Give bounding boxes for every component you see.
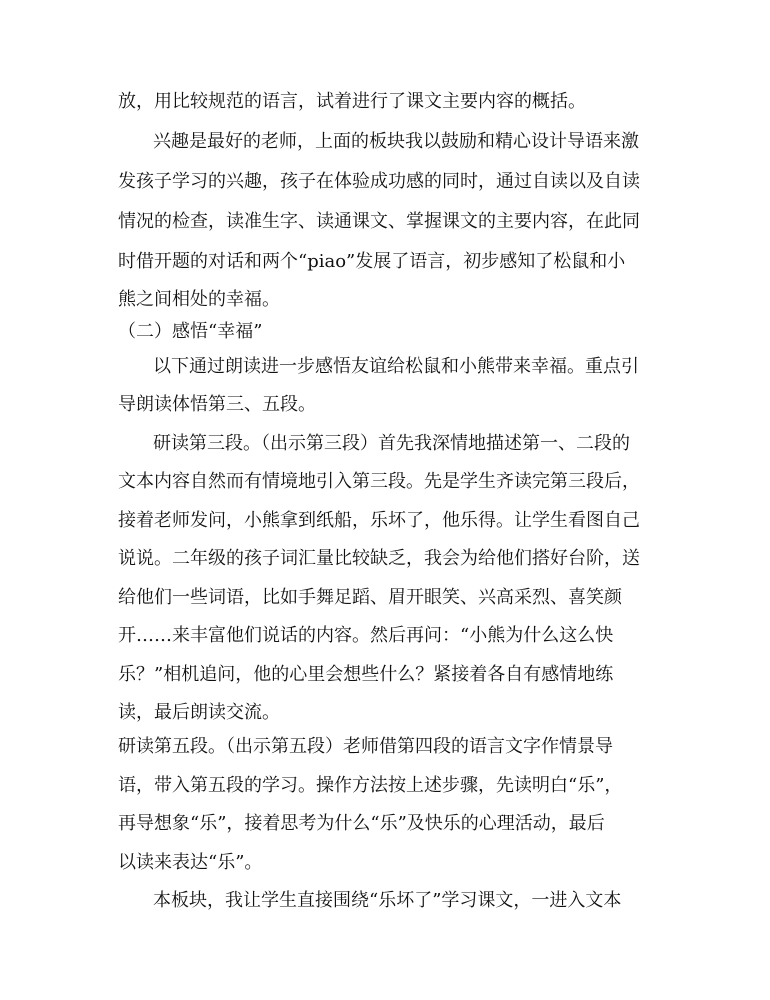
text-line: 发孩子学习的兴趣，孩子在体验成功感的同时，通过自读以及自读: [118, 171, 640, 192]
text-line: 文本内容自然而有情境地引入第三段。先是学生齐读完第三段后，: [118, 471, 640, 492]
text-line: 再导想象“乐”，接着思考为什么“乐”及快乐的心理活动，最后: [118, 813, 605, 834]
paragraph-first-line: 研读第五段。（出示第五段）老师借第四段的语言文字作情景导: [118, 736, 613, 757]
text-line: 开……来丰富他们说话的内容。然后再问：“小熊为什么这么快: [118, 625, 614, 646]
text-line: 给他们一些词语，比如手舞足蹈、眉开眼笑、兴高采烈、喜笑颜: [118, 587, 622, 608]
paragraph-first-line: 本板块，我让学生直接围绕“乐坏了”学习课文，一进入文本: [153, 890, 622, 911]
text-line: 乐？”相机追问，他的心里会想些什么？紧接着各自有感情地练: [118, 664, 614, 685]
text-line: 读，最后朗读交流。: [118, 702, 280, 723]
section-heading: （二）感悟“幸福”: [118, 321, 263, 342]
paragraph-first-line: 以下通过朗读进一步感悟友谊给松鼠和小熊带来幸福。重点引: [153, 356, 639, 377]
text-line: 情况的检查，读准生字、读通课文、掌握课文的主要内容，在此同: [118, 211, 640, 232]
text-line: 时借开题的对话和两个“piao”发展了语言，初步感知了松鼠和小: [118, 251, 626, 272]
text-line: 说说。二年级的孩子词汇量比较缺乏，我会为给他们搭好台阶，送: [118, 548, 640, 569]
text-line: 熊之间相处的幸福。: [118, 289, 280, 310]
paragraph-first-line: 兴趣是最好的老师，上面的板块我以鼓励和精心设计导语来激: [153, 131, 639, 152]
text-line: 放，用比较规范的语言，试着进行了课文主要内容的概括。: [118, 91, 586, 112]
text-line: 导朗读体悟第三、五段。: [118, 394, 316, 415]
text-line: 语，带入第五段的学习。操作方法按上述步骤，先读明白“乐”，: [118, 775, 623, 796]
text-line: 接着老师发问，小熊拿到纸船，乐坏了，他乐得。让学生看图自己: [118, 510, 640, 531]
text-line: 以读来表达“乐”。: [118, 852, 263, 873]
paragraph-first-line: 研读第三段。（出示第三段）首先我深情地描述第一、二段的: [153, 433, 630, 454]
